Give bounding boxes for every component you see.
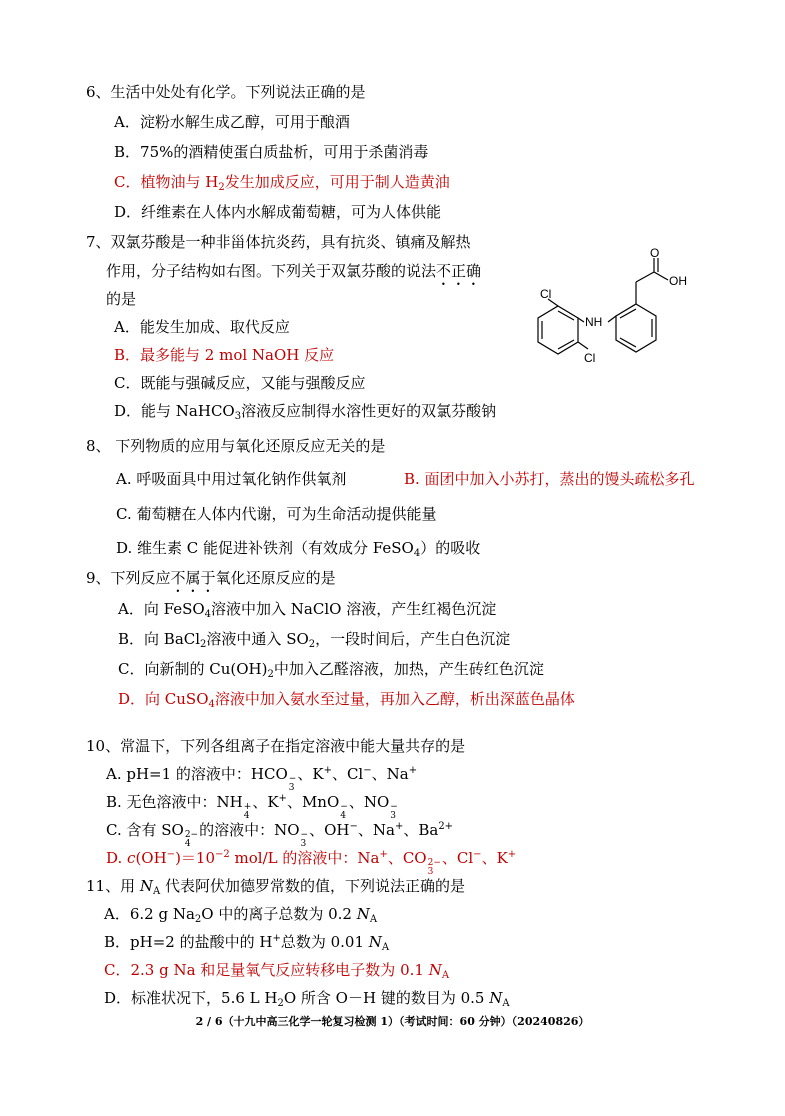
q6-option-d: D．纤维素在人体内水解成葡萄糖，可为人体供能: [114, 203, 442, 221]
q7-option-b: B．最多能与 2 mol NaOH 反应: [114, 346, 335, 364]
q7-option-c: C．既能与强碱反应，又能与强酸反应: [114, 374, 366, 392]
q10-option-c: C. 含有 SO 2− 4 的溶液中：NO − 3 、OH−、Na+、$Ba^{2+}$: [106, 821, 454, 849]
label-oh: OH: [669, 274, 687, 288]
q9-option-c: C．向新制的 $Cu(OH)_2$中加入乙醛溶液，加热，产生砖红色沉淀: [118, 660, 544, 680]
q8-option-c: C. 葡萄糖在人体内代谢，可为生命活动提供能量: [116, 505, 437, 523]
q10-option-d: D. $c(OH^-)=10^{-2}$ mol/L 的溶液中：Na+、CO 2− 3 、Cl−、K+: [106, 849, 517, 877]
q9-option-d: D．向 CuSO$_4$溶液中加入氨水至过量，再加入乙醇，析出深蓝色晶体: [118, 690, 575, 710]
q6-option-c: C．植物油与 $H_2$发生加成反应，可用于制人造黄油: [114, 173, 450, 193]
q9-stem: 9、下列反应不属于氧化还原反应的是: [86, 569, 336, 587]
q11-option-d: D．标准状况下，5.6 L $H_2O$ 所含 O－H 键的数目为 0.5 $N_A$: [104, 989, 510, 1009]
q10-option-b: B. 无色溶液中：NH + 4 、K+、MnO − 4 、NO − 3: [106, 793, 398, 821]
q7-option-a: A．能发生加成、取代反应: [114, 318, 290, 336]
q8-option-d: D. 维生素 C 能促进补铁剂（有效成分 FeSO$_4$）的吸收: [116, 539, 481, 559]
q10-stem: 10、常温下，下列各组离子在指定溶液中能大量共存的是: [86, 737, 466, 755]
q7-stem-line2: 作用，分子结构如右图。下列关于双氯芬酸的说法不正确: [106, 262, 482, 280]
q11-option-b: B．pH=2 的盐酸中的 H+总数为 0.01 $N_A$: [104, 933, 390, 953]
left-benzene-ring: [538, 306, 578, 354]
q8-option-a: A. 呼吸面具中用过氧化钠作供氧剂: [116, 470, 347, 488]
q9-option-a: A．向 FeSO$_4$溶液中加入 NaClO 溶液，产生红褐色沉淀: [118, 600, 497, 620]
q11-option-a: A．6.2 g $Na_2O$ 中的离子总数为 0.2 $N_A$: [104, 905, 378, 925]
label-cl-top: Cl: [540, 287, 552, 301]
q7-stem-line1: 7、双氯芬酸是一种非甾体抗炎药，具有抗炎、镇痛及解热: [86, 233, 471, 251]
diclofenac-structure-diagram: [512, 248, 692, 378]
q7-option-d: D．能与 NaHCO$_3$溶液反应制得水溶性更好的双氯芬酸钠: [114, 402, 497, 422]
right-benzene-ring: [616, 304, 656, 352]
label-nh: NH: [585, 315, 603, 329]
label-cl-bottom: Cl: [584, 351, 596, 365]
label-o: O: [650, 248, 660, 260]
q9-option-b: B．向 BaCl$_2$溶液中通入 $SO_2$，一段时间后，产生白色沉淀: [118, 630, 511, 650]
page-footer: 2 / 6（十九中高三化学一轮复习检测 1）（考试时间：60 分钟）（20240826）: [195, 1015, 590, 1028]
q8-option-b: B. 面团中加入小苏打，蒸出的馒头疏松多孔: [404, 470, 695, 488]
q6-option-a: A．淀粉水解生成乙醇，可用于酿酒: [114, 113, 350, 131]
q10-option-a: A. pH=1 的溶液中：HCO − 3 、K+、Cl−、Na+: [106, 765, 418, 793]
q11-stem: 11、用 $N_A$ 代表阿伏加德罗常数的值，下列说法正确的是: [86, 877, 465, 897]
q6-stem: 6、生活中处处有化学。下列说法正确的是: [86, 83, 366, 101]
q11-option-c: C．2.3 g Na 和足量氧气反应转移电子数为 0.1 $N_A$: [104, 961, 450, 981]
q8-stem: 8、 下列物质的应用与氧化还原反应无关的是: [86, 437, 386, 455]
q7-stem-line3: 的是: [106, 290, 137, 308]
q6-option-b: B．75%的酒精使蛋白质盐析，可用于杀菌消毒: [114, 143, 429, 161]
